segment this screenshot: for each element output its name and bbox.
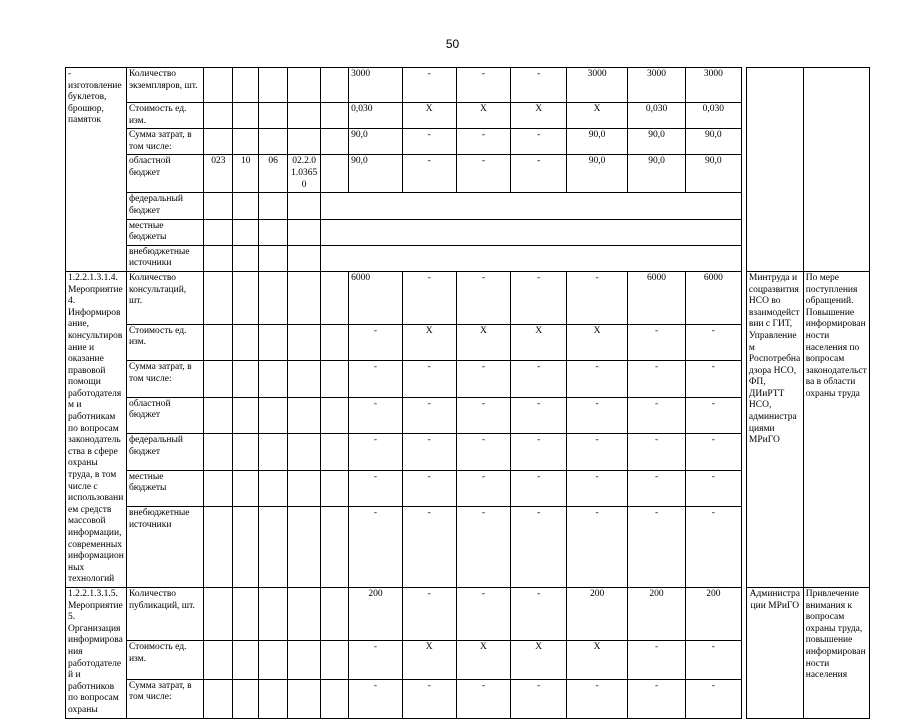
value-cell: 0,030 [628, 103, 686, 129]
value-cell: - [511, 271, 567, 324]
value-cell: - [456, 361, 511, 398]
empty-cell [321, 155, 349, 193]
table-row [66, 587, 870, 640]
value-cell: Х [511, 103, 567, 129]
indicator-label: Стоимость ед. изм. [126, 103, 204, 129]
value-cell: - [402, 434, 456, 471]
value-cell: - [628, 324, 686, 361]
value-cell: 0,030 [685, 103, 741, 129]
value-cell: - [349, 361, 403, 398]
empty-span-cell [321, 219, 742, 245]
value-cell: - [456, 679, 511, 718]
indicator-label: Сумма затрат, в том числе: [126, 361, 204, 398]
value-cell: Х [511, 324, 567, 361]
value-cell: - [402, 507, 456, 588]
code-cell [288, 68, 321, 103]
value-cell: Х [567, 641, 628, 680]
program-table [65, 67, 870, 719]
value-cell: Х [567, 103, 628, 129]
code-cell [204, 103, 233, 129]
value-cell: - [456, 129, 511, 155]
value-cell: Х [456, 103, 511, 129]
indicator-label: внебюджетные источники [126, 245, 204, 271]
empty-cell [321, 129, 349, 155]
indicator-label: областной бюджет [126, 397, 204, 434]
code-cell: 02.2.01.03650 [288, 155, 321, 193]
value-cell: - [685, 470, 741, 507]
value-cell: - [402, 397, 456, 434]
indicator-label: Количество консультаций, шт. [126, 271, 204, 324]
value-cell: - [567, 271, 628, 324]
value-cell: 90,0 [349, 155, 403, 193]
value-cell: - [511, 129, 567, 155]
value-cell: - [628, 361, 686, 398]
code-cell [259, 103, 288, 129]
code-cell: 06 [259, 155, 288, 193]
value-cell: - [511, 507, 567, 588]
value-cell: - [511, 470, 567, 507]
value-cell: - [349, 641, 403, 680]
value-cell: - [349, 679, 403, 718]
code-cell [288, 103, 321, 129]
value-cell: 6000 [628, 271, 686, 324]
value-cell: Х [402, 641, 456, 680]
indicator-label: областной бюджет [126, 155, 204, 193]
value-cell: - [511, 679, 567, 718]
value-cell: - [685, 397, 741, 434]
value-cell: 200 [685, 587, 741, 640]
indicator-label: Количество публикаций, шт. [126, 587, 204, 640]
value-cell: - [567, 470, 628, 507]
value-cell: - [628, 397, 686, 434]
empty-cell [321, 103, 349, 129]
value-cell: - [511, 587, 567, 640]
code-cell [259, 129, 288, 155]
value-cell: - [456, 155, 511, 193]
activity-cell: - изготовление буклетов, брошюр, памяток [66, 68, 127, 272]
value-cell: - [567, 397, 628, 434]
value-cell: - [685, 641, 741, 680]
executor-cell: Минтруда и соцразвития НСО во взаимодействии с ГИТ, Управлением Роспотребнадзора НСО, ФП, ДИиРТТ НСО, администрациями МРиГО [746, 271, 803, 587]
value-cell: 90,0 [628, 155, 686, 193]
value-cell: 3000 [628, 68, 686, 103]
value-cell: - [456, 470, 511, 507]
executor-cell: Администрации МРиГО [746, 587, 803, 718]
value-cell: - [402, 587, 456, 640]
code-cell [204, 68, 233, 103]
value-cell: - [402, 361, 456, 398]
indicator-label: Количество экземпляров, шт. [126, 68, 204, 103]
empty-span-cell [321, 193, 742, 219]
empty-cell [321, 68, 349, 103]
value-cell: - [685, 434, 741, 471]
value-cell: - [456, 271, 511, 324]
value-cell: - [685, 361, 741, 398]
value-cell: - [349, 434, 403, 471]
table-row [66, 68, 870, 103]
value-cell: 90,0 [567, 155, 628, 193]
value-cell: - [402, 155, 456, 193]
activity-cell: 1.2.2.1.3.1.4. Мероприятие 4. Информирование, консультирование и оказание правовой помощи работодателям и работникам по вопросам законодательства в сфере охраны труда, в том числе с использованием средств массовой информации, современных информационных технологий [66, 271, 127, 587]
code-cell [233, 103, 259, 129]
code-cell [204, 129, 233, 155]
value-cell: - [349, 324, 403, 361]
value-cell: - [685, 507, 741, 588]
value-cell: - [511, 361, 567, 398]
indicator-label: Стоимость ед. изм. [126, 641, 204, 680]
value-cell: - [511, 397, 567, 434]
result-cell: По мере поступления обращений. Повышение информированности населения по вопросам законодательства в области охраны труда [803, 271, 869, 587]
value-cell: - [456, 68, 511, 103]
value-cell: 200 [349, 587, 403, 640]
value-cell: 200 [628, 587, 686, 640]
value-cell: - [511, 434, 567, 471]
value-cell: - [402, 129, 456, 155]
value-cell: - [567, 679, 628, 718]
value-cell: Х [567, 324, 628, 361]
value-cell: - [349, 397, 403, 434]
code-cell [233, 68, 259, 103]
value-cell: 3000 [567, 68, 628, 103]
value-cell: Х [456, 324, 511, 361]
code-cell: 023 [204, 155, 233, 193]
value-cell: Х [402, 324, 456, 361]
value-cell: Х [456, 641, 511, 680]
code-cell [288, 129, 321, 155]
indicator-label: Сумма затрат, в том числе: [126, 679, 204, 718]
value-cell: 90,0 [567, 129, 628, 155]
value-cell: - [567, 361, 628, 398]
result-cell: Привлечение внимания к вопросам охраны труда, повышение информированности населения [803, 587, 869, 718]
indicator-label: федеральный бюджет [126, 434, 204, 471]
value-cell: - [456, 587, 511, 640]
value-cell: 3000 [685, 68, 741, 103]
value-cell: - [628, 434, 686, 471]
value-cell: Х [402, 103, 456, 129]
value-cell: - [402, 271, 456, 324]
value-cell: - [685, 324, 741, 361]
value-cell: 0,030 [349, 103, 403, 129]
value-cell: Х [511, 641, 567, 680]
code-cell [233, 129, 259, 155]
value-cell: 90,0 [628, 129, 686, 155]
indicator-label: местные бюджеты [126, 219, 204, 245]
value-cell: - [349, 507, 403, 588]
value-cell: 90,0 [685, 155, 741, 193]
code-cell: 10 [233, 155, 259, 193]
value-cell: 6000 [685, 271, 741, 324]
value-cell: 200 [567, 587, 628, 640]
indicator-label: Стоимость ед. изм. [126, 324, 204, 361]
empty-span-cell [321, 245, 742, 271]
executor-cell [746, 68, 803, 272]
value-cell: 3000 [349, 68, 403, 103]
activity-cell: 1.2.2.1.3.1.5. Мероприятие 5. Организация информирования работодателей и работников по вопросам охраны [66, 587, 127, 718]
value-cell: - [685, 679, 741, 718]
indicator-label: Сумма затрат, в том числе: [126, 129, 204, 155]
value-cell: - [628, 507, 686, 588]
value-cell: - [567, 507, 628, 588]
indicator-label: местные бюджеты [126, 470, 204, 507]
value-cell: - [511, 155, 567, 193]
value-cell: - [402, 68, 456, 103]
value-cell: - [456, 397, 511, 434]
indicator-label: федеральный бюджет [126, 193, 204, 219]
result-cell [803, 68, 869, 272]
page-number: 50 [445, 37, 460, 51]
value-cell: 90,0 [685, 129, 741, 155]
value-cell: - [567, 434, 628, 471]
value-cell: - [402, 679, 456, 718]
table-row [66, 271, 870, 324]
value-cell: - [628, 641, 686, 680]
code-cell [259, 68, 288, 103]
value-cell: - [456, 507, 511, 588]
indicator-label: внебюджетные источники [126, 507, 204, 588]
value-cell: - [402, 470, 456, 507]
value-cell: - [456, 434, 511, 471]
value-cell: 6000 [349, 271, 403, 324]
value-cell: - [511, 68, 567, 103]
value-cell: - [628, 679, 686, 718]
value-cell: - [628, 470, 686, 507]
value-cell: 90,0 [349, 129, 403, 155]
value-cell: - [349, 470, 403, 507]
